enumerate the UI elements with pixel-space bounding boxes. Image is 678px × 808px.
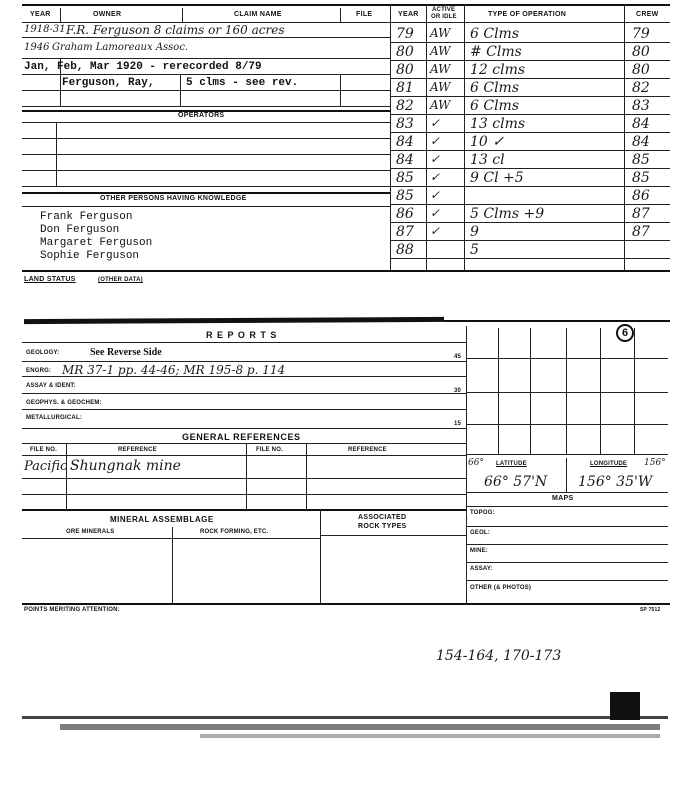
row-rule — [22, 90, 390, 91]
activity-operation: 12 clms — [470, 62, 526, 78]
activity-crew: 86 — [632, 188, 650, 204]
activity-status: AW — [430, 80, 451, 94]
other-persons-label: OTHER PERSONS HAVING KNOWLEDGE — [100, 195, 247, 202]
row-rule — [22, 122, 390, 123]
row-rule — [22, 138, 390, 139]
person-name: Sophie Ferguson — [40, 250, 140, 262]
grid-number-badge: 6 — [616, 324, 634, 342]
activity-crew: 79 — [632, 26, 650, 42]
row-rule — [22, 509, 466, 511]
ref-reference-header-2: REFERENCE — [348, 447, 387, 453]
row-rule — [22, 538, 320, 539]
row-rule — [22, 443, 466, 444]
activity-year: 85 — [396, 170, 414, 186]
scan-streak — [60, 724, 660, 730]
activity-operation: 6 Clms — [470, 80, 520, 96]
activity-operation: 6 Clms — [470, 26, 520, 42]
activity-operation: 6 Clms — [470, 98, 520, 114]
longitude-value: 156° 35'W — [578, 474, 653, 490]
activity-row-rule — [390, 222, 670, 223]
activity-row-rule — [390, 132, 670, 133]
activity-year: 85 — [396, 188, 414, 204]
row-rule — [22, 74, 390, 75]
activity-year: 88 — [396, 242, 414, 258]
activity-status: ✓ — [430, 224, 441, 238]
activity-status: AW — [430, 26, 451, 40]
top-border — [22, 4, 670, 6]
rock-forming-header: ROCK FORMING, ETC. — [200, 529, 269, 535]
row-rule — [22, 106, 390, 107]
maps-title: MAPS — [552, 495, 574, 502]
row-rule — [22, 478, 466, 479]
col-rule — [66, 443, 67, 509]
col-rule — [180, 74, 181, 106]
col-rule — [56, 122, 57, 186]
ref-entry-file: Pacific — [24, 459, 68, 474]
row-rule — [22, 186, 390, 187]
row-rule — [22, 455, 466, 456]
activity-row-rule — [390, 186, 670, 187]
ref-entry-reference: Shungnak mine — [70, 458, 181, 474]
row-rule — [22, 37, 390, 38]
associated-label: ASSOCIATED — [358, 514, 407, 521]
activity-row-rule — [390, 78, 670, 79]
grid-row — [466, 358, 668, 359]
points-meriting-attention-label: POINTS MERITING ATTENTION: — [24, 607, 120, 613]
activity-crew: 83 — [632, 98, 650, 114]
row-rule — [22, 206, 390, 207]
col-rule — [306, 443, 307, 509]
header-type-of-operation: TYPE OF OPERATION — [488, 11, 567, 18]
latlong-divider — [566, 458, 567, 492]
activity-status: ✓ — [430, 188, 441, 202]
activity-status: ✓ — [430, 116, 441, 130]
row-rule — [466, 526, 668, 527]
activity-operation: 10 ✓ — [470, 134, 504, 150]
top-section-bottom — [22, 270, 670, 272]
activity-status: AW — [430, 98, 451, 112]
activity-year: 86 — [396, 206, 414, 222]
maps-topog-label: TOPOG: — [470, 510, 495, 516]
activity-status: AW — [430, 62, 451, 76]
col-rule — [320, 509, 321, 603]
activity-year: 80 — [396, 44, 414, 60]
header-crew: CREW — [636, 11, 659, 18]
activity-crew: 84 — [632, 116, 650, 132]
land-status-sub: (OTHER DATA) — [98, 277, 143, 283]
owner-entry-year: 1918-31 — [24, 24, 66, 35]
row-rule — [320, 535, 466, 536]
scan-mark — [444, 320, 670, 322]
col-rule — [246, 443, 247, 509]
activity-crew: 85 — [632, 170, 650, 186]
row-rule — [466, 506, 668, 507]
activity-row-rule — [390, 258, 670, 259]
activity-operation: 13 clms — [470, 116, 526, 132]
ref-file-no-header-2: FILE NO. — [256, 447, 283, 453]
page-range-note: 154-164, 170-173 — [436, 648, 562, 664]
header-active: ACTIVE — [432, 7, 456, 13]
grid-row — [466, 454, 668, 455]
row-rule — [22, 409, 466, 410]
activity-status: AW — [430, 44, 451, 58]
activity-row-rule — [390, 204, 670, 205]
row-rule — [466, 580, 668, 581]
section-rule — [22, 603, 670, 605]
grid-col — [634, 328, 635, 454]
row-rule — [22, 393, 466, 394]
activity-status: ✓ — [430, 152, 441, 166]
typed-owner-name: Ferguson, Ray, — [62, 77, 155, 89]
activity-operation: 13 cl — [470, 152, 505, 168]
grid-col — [600, 328, 601, 454]
row-rule — [22, 154, 390, 155]
assay-label: ASSAY & IDENT: — [26, 383, 76, 389]
activity-year: 83 — [396, 116, 414, 132]
activity-status: ✓ — [430, 134, 441, 148]
grid-divider — [464, 4, 465, 270]
activity-crew: 87 — [632, 206, 650, 222]
grid-col — [566, 328, 567, 454]
grid-divider — [624, 4, 625, 270]
col-rule — [340, 74, 341, 106]
activity-year: 80 — [396, 62, 414, 78]
general-references-title: GENERAL REFERENCES — [182, 432, 301, 442]
land-status-label: LAND STATUS — [24, 276, 76, 283]
row-rule — [466, 544, 668, 545]
metallurgical-label: METALLURGICAL: — [26, 415, 83, 421]
activity-year: 84 — [396, 134, 414, 150]
ref-reference-header: REFERENCE — [118, 447, 157, 453]
activity-operation: # Clms — [470, 44, 522, 60]
rock-types-label: ROCK TYPES — [358, 523, 407, 530]
person-name: Frank Ferguson — [40, 211, 133, 223]
activity-crew: 85 — [632, 152, 650, 168]
activity-crew: 82 — [632, 80, 650, 96]
header-file: FILE — [356, 11, 373, 18]
engrg-label: ENGRG: — [26, 368, 52, 374]
latitude-value: 66° 57'N — [484, 474, 548, 490]
activity-crew: 84 — [632, 134, 650, 150]
activity-row-rule — [390, 60, 670, 61]
row-rule — [22, 170, 390, 171]
ore-minerals-header: ORE MINERALS — [66, 529, 115, 535]
activity-row-rule — [390, 150, 670, 151]
activity-row-rule — [390, 168, 670, 169]
row-rule — [22, 361, 466, 362]
grid-divider — [390, 4, 391, 270]
activity-row-rule — [390, 240, 670, 241]
form-code: SP 7512 — [640, 607, 661, 613]
typed-rerecorded-line: Jan, Feb, Mar 1920 - rerecorded 8/79 — [24, 61, 262, 73]
operators-label: OPERATORS — [178, 112, 225, 119]
row-rule — [22, 494, 466, 495]
engrg-value: MR 37-1 pp. 44-46; MR 195-8 p. 114 — [62, 363, 286, 377]
grid-row — [466, 424, 668, 425]
lat-prefix: 66° — [468, 458, 484, 468]
persons-rule — [22, 192, 390, 194]
maps-assay-label: ASSAY: — [470, 566, 493, 572]
person-name: Don Ferguson — [40, 224, 120, 236]
header-claim-name: CLAIM NAME — [234, 11, 282, 18]
row-rule — [22, 58, 390, 59]
geophys-label: GEOPHYS. & GEOCHEM: — [26, 400, 102, 406]
grid-row — [466, 392, 668, 393]
header-divider — [60, 8, 61, 22]
grid-divider — [426, 4, 427, 270]
row-rule — [466, 492, 668, 493]
scan-mark — [24, 317, 444, 324]
activity-operation: 5 — [470, 242, 479, 258]
col-rule — [172, 527, 173, 603]
row-rule — [22, 342, 466, 343]
activity-row-rule — [390, 96, 670, 97]
activity-row-rule — [390, 42, 670, 43]
activity-operation: 9 Cl +5 — [470, 170, 524, 186]
scan-streak — [22, 716, 668, 719]
activity-crew: 87 — [632, 224, 650, 240]
maps-other-label: OTHER (& PHOTOS) — [470, 585, 532, 591]
activity-year: 79 — [396, 26, 414, 42]
activity-row-rule — [390, 114, 670, 115]
owner-entry-year: 1946 — [24, 42, 50, 53]
row-rule — [22, 428, 466, 429]
longitude-label: LONGITUDE — [590, 461, 628, 467]
activity-crew: 80 — [632, 62, 650, 78]
owner-entry-text: Graham Lamoreaux Assoc. — [52, 42, 189, 53]
scale-45: 45 — [454, 354, 462, 360]
person-name: Margaret Ferguson — [40, 237, 153, 249]
header-divider — [340, 8, 341, 22]
activity-year: 87 — [396, 224, 414, 240]
maps-mine-label: MINE: — [470, 548, 488, 554]
latitude-label: LATITUDE — [496, 461, 527, 467]
mineral-assemblage-title: MINERAL ASSEMBLAGE — [110, 515, 214, 524]
row-rule — [466, 562, 668, 563]
long-suffix: 156° — [644, 458, 666, 468]
header-or-idle: OR IDLE — [431, 14, 457, 20]
ref-file-no-header: FILE NO. — [30, 447, 57, 453]
activity-operation: 5 Clms +9 — [470, 206, 545, 222]
grid-col — [530, 328, 531, 454]
activity-crew: 80 — [632, 44, 650, 60]
activity-status: ✓ — [430, 206, 441, 220]
geology-value: See Reverse Side — [90, 347, 162, 358]
header-year: YEAR — [30, 11, 51, 18]
header-divider — [182, 8, 183, 22]
header-owner: OWNER — [93, 11, 122, 18]
reports-title: R E P O R T S — [206, 330, 278, 340]
typed-claims-note: 5 clms - see rev. — [186, 77, 299, 89]
scale-30: 30 — [454, 388, 462, 394]
row-rule — [22, 376, 466, 377]
activity-year: 82 — [396, 98, 414, 114]
scan-streak — [200, 734, 660, 738]
scale-15: 15 — [454, 421, 462, 427]
activity-operation: 9 — [470, 224, 479, 240]
activity-status: ✓ — [430, 170, 441, 184]
grid-col — [498, 328, 499, 454]
header-year-right: YEAR — [398, 11, 419, 18]
geology-label: GEOLOGY: — [26, 350, 60, 356]
activity-year: 81 — [396, 80, 414, 96]
maps-geol-label: GEOL: — [470, 530, 490, 536]
owner-entry-text: F.R. Ferguson 8 claims or 160 acres — [66, 23, 285, 37]
activity-year: 84 — [396, 152, 414, 168]
